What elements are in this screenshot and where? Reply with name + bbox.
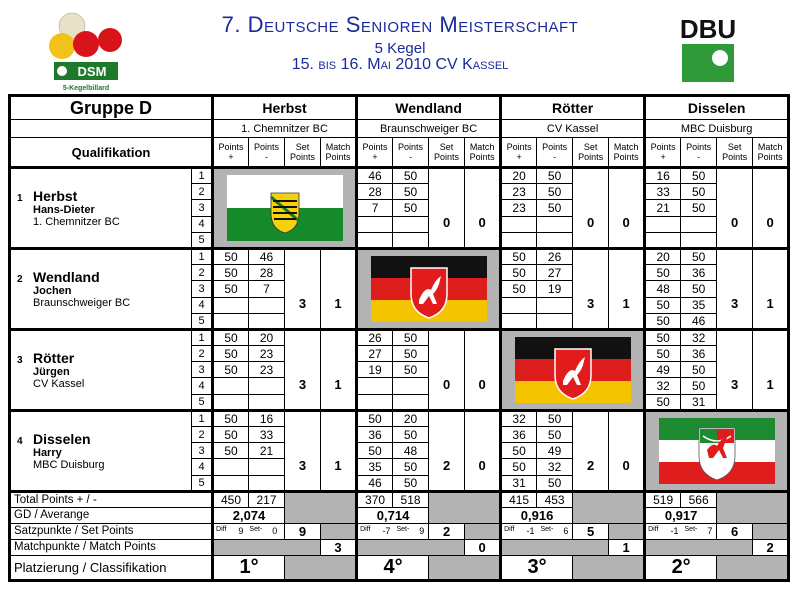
game-points-plus: 50 (213, 362, 249, 378)
game-points-plus: 32 (501, 410, 537, 426)
set-points: 0 (429, 168, 465, 249)
page-title: 7. Deutsche Senioren Meisterschaft (221, 12, 579, 37)
game-points-plus: 50 (213, 265, 249, 281)
game-points-minus: 31 (681, 394, 717, 410)
dbu-logo (676, 14, 740, 84)
summary-blank (429, 555, 501, 580)
set-minus-value: 7 (707, 526, 713, 537)
game-points-plus (501, 232, 537, 248)
column-club-name: CV Kassel (501, 120, 645, 138)
total-set-points: 2 (429, 523, 465, 539)
total-match-points: 1 (609, 539, 645, 555)
game-number: 2 (192, 427, 213, 443)
classification: 4° (357, 555, 429, 580)
game-number: 2 (192, 184, 213, 200)
game-number: 4 (192, 216, 213, 232)
player-first-name: Hans-Dieter (33, 203, 95, 216)
match-points: 0 (753, 168, 789, 249)
player-first-name: Harry (33, 446, 62, 459)
general-average: 0,916 (501, 507, 573, 523)
player-info (10, 410, 192, 491)
summary-blank (357, 539, 465, 555)
summary-blank (213, 539, 321, 555)
game-points-plus: 50 (645, 313, 681, 329)
game-points-plus: 50 (357, 410, 393, 426)
game-points-minus: 50 (681, 168, 717, 184)
game-points-plus: 33 (645, 184, 681, 200)
column-header: Match Points (321, 138, 357, 168)
game-points-minus (393, 378, 429, 394)
game-points-minus (249, 475, 285, 491)
group-title: Gruppe D (10, 96, 213, 120)
set-points: 2 (573, 410, 609, 491)
game-points-minus: 35 (681, 297, 717, 313)
game-points-minus: 26 (537, 248, 573, 264)
game-points-minus: 36 (681, 265, 717, 281)
game-points-plus: 50 (501, 443, 537, 459)
set-points: 2 (429, 410, 465, 491)
nrw-flag (659, 418, 775, 484)
set-points: 0 (573, 168, 609, 249)
set-points: 3 (285, 410, 321, 491)
classification: 3° (501, 555, 573, 580)
summary-blank (321, 523, 357, 539)
player-info (10, 168, 192, 249)
column-header: Set Points (285, 138, 321, 168)
game-points-plus (213, 394, 249, 410)
column-club-name: MBC Duisburg (645, 120, 789, 138)
summary-blank (285, 555, 357, 580)
game-points-plus: 28 (357, 184, 393, 200)
game-points-minus: 19 (537, 281, 573, 297)
game-points-plus: 50 (213, 281, 249, 297)
game-points-minus: 23 (249, 362, 285, 378)
game-points-minus: 50 (393, 346, 429, 362)
summary-blank (573, 555, 645, 580)
game-points-plus (213, 475, 249, 491)
game-points-plus: 50 (645, 394, 681, 410)
game-points-minus: 50 (393, 168, 429, 184)
general-average: 2,074 (213, 507, 285, 523)
diff-label: Diff (648, 526, 659, 534)
game-points-plus (213, 297, 249, 313)
match-points: 1 (753, 329, 789, 410)
game-points-plus: 16 (645, 168, 681, 184)
game-points-minus (249, 394, 285, 410)
game-points-minus: 50 (681, 200, 717, 216)
game-number: 5 (192, 313, 213, 329)
summary-blank (609, 523, 645, 539)
player-last-name: Rötter (33, 349, 75, 366)
player-club: MBC Duisburg (33, 458, 105, 471)
game-points-minus: 50 (393, 475, 429, 491)
game-points-minus: 23 (249, 346, 285, 362)
column-header: Match Points (609, 138, 645, 168)
summary-label-place: Platzierung / Classifikation (10, 555, 213, 580)
total-set-points: 5 (573, 523, 609, 539)
game-points-plus: 50 (213, 427, 249, 443)
self-match-cell (645, 410, 789, 491)
match-points: 1 (609, 248, 645, 329)
game-points-minus: 50 (393, 427, 429, 443)
game-points-plus: 50 (501, 248, 537, 264)
game-points-minus (537, 313, 573, 329)
game-points-plus: 50 (213, 443, 249, 459)
game-points-plus: 23 (501, 184, 537, 200)
summary-label-match: Matchpunkte / Match Points (10, 539, 213, 555)
column-club-name: 1. Chemnitzer BC (213, 120, 357, 138)
summary-blank (501, 539, 609, 555)
match-points: 0 (465, 410, 501, 491)
discipline: 5 Kegel (374, 40, 426, 57)
game-points-minus (249, 378, 285, 394)
diff-value: -7 (382, 526, 391, 537)
game-points-minus: 21 (249, 443, 285, 459)
game-points-minus: 50 (537, 184, 573, 200)
game-points-plus: 50 (645, 265, 681, 281)
game-points-plus (501, 313, 537, 329)
game-number: 4 (192, 459, 213, 475)
lower-saxony-flag (515, 337, 631, 403)
game-points-plus (357, 216, 393, 232)
player-first-name: Jürgen (33, 365, 70, 378)
total-points-plus: 450 (213, 491, 249, 507)
self-match-cell (213, 168, 357, 249)
summary-label-gd: GD / Averange (10, 507, 213, 523)
game-points-plus: 32 (645, 378, 681, 394)
game-points-minus: 50 (537, 410, 573, 426)
match-points: 1 (321, 329, 357, 410)
summary-blank (285, 491, 357, 523)
summary-label-total: Total Points + / - (10, 491, 213, 507)
player-club: 1. Chemnitzer BC (33, 215, 120, 228)
game-points-minus: 50 (537, 200, 573, 216)
set-points: 0 (429, 329, 465, 410)
set-minus-label: Set- (249, 526, 263, 534)
game-points-minus: 16 (249, 410, 285, 426)
game-points-minus (681, 216, 717, 232)
game-points-plus (501, 297, 537, 313)
column-header: Points - (681, 138, 717, 168)
game-number: 1 (192, 248, 213, 264)
match-points: 1 (321, 248, 357, 329)
game-points-plus: 19 (357, 362, 393, 378)
game-points-minus: 33 (249, 427, 285, 443)
match-points: 1 (321, 410, 357, 491)
game-points-plus: 50 (213, 248, 249, 264)
summary-blank (717, 555, 789, 580)
total-points-minus: 566 (681, 491, 717, 507)
game-points-minus: 50 (393, 459, 429, 475)
game-points-minus: 50 (393, 184, 429, 200)
game-points-minus: 50 (537, 427, 573, 443)
game-number: 5 (192, 475, 213, 491)
player-number: 3 (17, 354, 23, 366)
player-info (10, 329, 192, 410)
game-points-minus: 50 (681, 184, 717, 200)
column-player-name: Wendland (357, 96, 501, 120)
classification: 1° (213, 555, 285, 580)
game-points-plus: 26 (357, 329, 393, 345)
column-header: Set Points (573, 138, 609, 168)
game-points-minus: 50 (537, 168, 573, 184)
summary-label-set: Satzpunkte / Set Points (10, 523, 213, 539)
game-points-plus: 50 (501, 281, 537, 297)
game-points-minus: 46 (681, 313, 717, 329)
total-points-minus: 217 (249, 491, 285, 507)
game-points-plus: 46 (357, 475, 393, 491)
column-header: Set Points (429, 138, 465, 168)
player-last-name: Wendland (33, 268, 100, 285)
game-points-minus: 50 (393, 362, 429, 378)
game-points-plus: 27 (357, 346, 393, 362)
game-points-minus: 20 (249, 329, 285, 345)
game-points-plus: 50 (645, 297, 681, 313)
game-points-plus (645, 232, 681, 248)
game-points-plus: 35 (357, 459, 393, 475)
player-number: 2 (17, 273, 23, 285)
diff-value: -1 (670, 526, 679, 537)
column-player-name: Herbst (213, 96, 357, 120)
game-points-plus: 48 (645, 281, 681, 297)
game-points-plus: 50 (357, 443, 393, 459)
game-points-plus: 31 (501, 475, 537, 491)
match-points: 0 (609, 410, 645, 491)
total-points-plus: 519 (645, 491, 681, 507)
game-points-plus: 46 (357, 168, 393, 184)
game-points-plus (357, 232, 393, 248)
game-points-plus: 7 (357, 200, 393, 216)
game-points-plus: 50 (645, 346, 681, 362)
summary-blank (465, 523, 501, 539)
game-points-minus: 50 (681, 378, 717, 394)
game-points-plus: 50 (213, 410, 249, 426)
game-points-plus (645, 216, 681, 232)
game-number: 3 (192, 443, 213, 459)
summary-blank (717, 491, 789, 523)
game-points-minus: 50 (393, 329, 429, 345)
game-points-minus: 7 (249, 281, 285, 297)
total-set-points: 9 (285, 523, 321, 539)
column-header: Set Points (717, 138, 753, 168)
column-header: Points - (537, 138, 573, 168)
game-points-plus: 50 (501, 459, 537, 475)
set-diff-cell (501, 523, 573, 539)
svg-text:DSM: DSM (77, 64, 107, 79)
player-number: 1 (17, 192, 23, 204)
diff-value: -1 (526, 526, 535, 537)
diff-label: Diff (216, 526, 227, 534)
column-club-name: Braunschweiger BC (357, 120, 501, 138)
game-number: 2 (192, 265, 213, 281)
game-points-plus: 36 (501, 427, 537, 443)
set-points: 3 (285, 248, 321, 329)
set-minus-value: 0 (272, 526, 278, 537)
game-points-plus: 50 (213, 329, 249, 345)
player-first-name: Jochen (33, 284, 72, 297)
game-number: 1 (192, 168, 213, 184)
summary-blank (429, 491, 501, 523)
diff-label: Diff (360, 526, 371, 534)
total-set-points: 6 (717, 523, 753, 539)
total-match-points: 0 (465, 539, 501, 555)
game-points-plus: 20 (501, 168, 537, 184)
column-header: Points + (213, 138, 249, 168)
player-club: Braunschweiger BC (33, 296, 131, 309)
game-points-minus: 32 (537, 459, 573, 475)
svg-text:5-Kegelbillard: 5-Kegelbillard (62, 85, 110, 92)
game-points-minus: 50 (537, 475, 573, 491)
column-header: Points + (357, 138, 393, 168)
player-last-name: Herbst (33, 187, 78, 204)
game-points-plus (213, 378, 249, 394)
game-points-plus: 36 (357, 427, 393, 443)
column-header: Match Points (465, 138, 501, 168)
game-points-minus (393, 394, 429, 410)
general-average: 0,917 (645, 507, 717, 523)
lower-saxony-flag (371, 256, 487, 322)
game-points-plus (357, 394, 393, 410)
self-match-cell (357, 248, 501, 329)
group-subtitle: Qualifikation (10, 138, 213, 168)
diff-label: Diff (504, 526, 515, 534)
set-minus-label: Set- (540, 526, 554, 534)
column-header: Points - (393, 138, 429, 168)
match-points: 0 (609, 168, 645, 249)
game-number: 5 (192, 394, 213, 410)
game-points-minus (249, 297, 285, 313)
set-diff-cell (213, 523, 285, 539)
date-line: 15. bis 16. Mai 2010 CV Kassel (291, 56, 509, 73)
match-points: 0 (465, 168, 501, 249)
game-number: 1 (192, 329, 213, 345)
game-number: 1 (192, 410, 213, 426)
game-points-plus: 50 (501, 265, 537, 281)
total-match-points: 2 (753, 539, 789, 555)
match-points: 0 (465, 329, 501, 410)
game-number: 5 (192, 232, 213, 248)
set-points: 3 (717, 248, 753, 329)
set-points: 3 (717, 329, 753, 410)
game-points-minus: 28 (249, 265, 285, 281)
total-points-plus: 370 (357, 491, 393, 507)
column-header: Points - (249, 138, 285, 168)
game-points-plus: 23 (501, 200, 537, 216)
saxony-flag (227, 175, 343, 241)
game-points-minus: 50 (393, 200, 429, 216)
game-number: 3 (192, 362, 213, 378)
game-points-plus (357, 378, 393, 394)
game-number: 4 (192, 378, 213, 394)
game-points-plus (501, 216, 537, 232)
results-table (8, 94, 790, 582)
total-points-minus: 453 (537, 491, 573, 507)
diff-value: 9 (238, 526, 244, 537)
game-points-minus: 48 (393, 443, 429, 459)
game-number: 3 (192, 200, 213, 216)
game-points-minus: 49 (537, 443, 573, 459)
game-points-minus: 46 (249, 248, 285, 264)
set-diff-cell (357, 523, 429, 539)
game-points-minus: 50 (681, 281, 717, 297)
game-points-minus (249, 459, 285, 475)
player-number: 4 (17, 435, 23, 447)
summary-blank (573, 491, 645, 523)
set-minus-label: Set- (684, 526, 698, 534)
svg-text:DBU: DBU (679, 14, 737, 44)
game-points-minus: 27 (537, 265, 573, 281)
column-header: Points + (501, 138, 537, 168)
column-header: Points + (645, 138, 681, 168)
player-club: CV Kassel (33, 377, 85, 390)
player-last-name: Disselen (33, 430, 91, 447)
game-points-minus (537, 297, 573, 313)
game-points-minus (681, 232, 717, 248)
summary-blank (645, 539, 753, 555)
summary-blank (753, 523, 789, 539)
set-diff-cell (645, 523, 717, 539)
column-header: Match Points (753, 138, 789, 168)
game-number: 2 (192, 346, 213, 362)
game-points-plus (213, 459, 249, 475)
total-points-plus: 415 (501, 491, 537, 507)
player-info (10, 248, 192, 329)
set-minus-label: Set- (396, 526, 410, 534)
game-points-minus: 50 (681, 248, 717, 264)
game-points-plus (213, 313, 249, 329)
total-match-points: 3 (321, 539, 357, 555)
game-points-plus: 50 (213, 346, 249, 362)
game-points-minus (249, 313, 285, 329)
set-points: 3 (573, 248, 609, 329)
game-points-minus: 50 (681, 362, 717, 378)
game-points-minus (537, 232, 573, 248)
game-points-minus (537, 216, 573, 232)
match-points: 1 (753, 248, 789, 329)
game-points-minus: 20 (393, 410, 429, 426)
game-points-plus: 21 (645, 200, 681, 216)
classification: 2° (645, 555, 717, 580)
set-minus-value: 9 (419, 526, 425, 537)
game-points-minus (393, 232, 429, 248)
set-minus-value: 6 (563, 526, 569, 537)
game-number: 4 (192, 297, 213, 313)
total-points-minus: 518 (393, 491, 429, 507)
game-points-plus: 20 (645, 248, 681, 264)
column-player-name: Rötter (501, 96, 645, 120)
set-points: 3 (285, 329, 321, 410)
general-average: 0,714 (357, 507, 429, 523)
game-points-plus: 50 (645, 329, 681, 345)
game-points-minus: 32 (681, 329, 717, 345)
column-player-name: Disselen (645, 96, 789, 120)
game-points-plus: 49 (645, 362, 681, 378)
game-number: 3 (192, 281, 213, 297)
game-points-minus (393, 216, 429, 232)
self-match-cell (501, 329, 645, 410)
set-points: 0 (717, 168, 753, 249)
group-spacer (10, 120, 213, 138)
game-points-minus: 36 (681, 346, 717, 362)
